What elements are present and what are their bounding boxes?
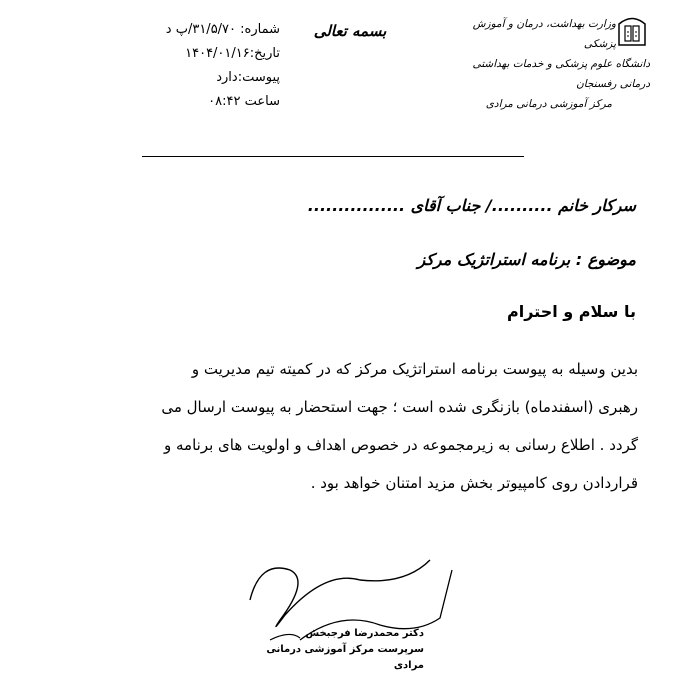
letter-time: ساعت ۰۸:۴۲ [208, 94, 280, 109]
signer-title: سرپرست مرکز آموزشی درمانی مرادی [266, 644, 424, 671]
letter-date: تاریخ:۱۴۰۴/۰۱/۱۶ [185, 46, 280, 61]
body-line: بدین وسیله به پیوست برنامه استراتژیک مرکز که در کمیته تیم مدیریت و [191, 360, 638, 378]
center-name: مرکز آموزشی درمانی مرادی [485, 98, 612, 110]
letter-body [98, 350, 638, 502]
recipient-line: سرکار خانم ........../ جناب آقای ................ [307, 196, 636, 215]
organization-header [450, 14, 650, 114]
greeting-line: با سلام و احترام [507, 302, 636, 321]
subject-line: موضوع : برنامه استراتژیک مرکز [417, 250, 636, 269]
signer-block [244, 626, 424, 674]
letter-attachment: پیوست:دارد [216, 70, 280, 85]
signer-name: دکتر محمدرضا فرجبخش [305, 628, 424, 639]
letter-meta [110, 18, 280, 114]
letter-number: شماره: ۳۱/۵/۷۰/پ د [165, 22, 280, 37]
university-name: دانشگاه علوم پزشکی و خدمات بهداشتی درمانی رفسنجان [472, 58, 650, 90]
body-line: رهبری (اسفندماه) بازنگری شده است ؛ جهت استحضار به پیوست ارسال می [161, 398, 638, 416]
header-divider [142, 156, 524, 157]
body-line: گردد . اطلاع رسانی به زیرمجموعه در خصوص اهداف و اولویت های برنامه و [163, 436, 638, 454]
ministry-name: وزارت بهداشت، درمان و آموزش پزشکی [472, 18, 616, 50]
besmellah-title: بسمه تعالی [313, 22, 387, 40]
body-line: قراردادن روی کامپیوتر بخش مزید امتنان خواهد بود . [310, 474, 638, 492]
